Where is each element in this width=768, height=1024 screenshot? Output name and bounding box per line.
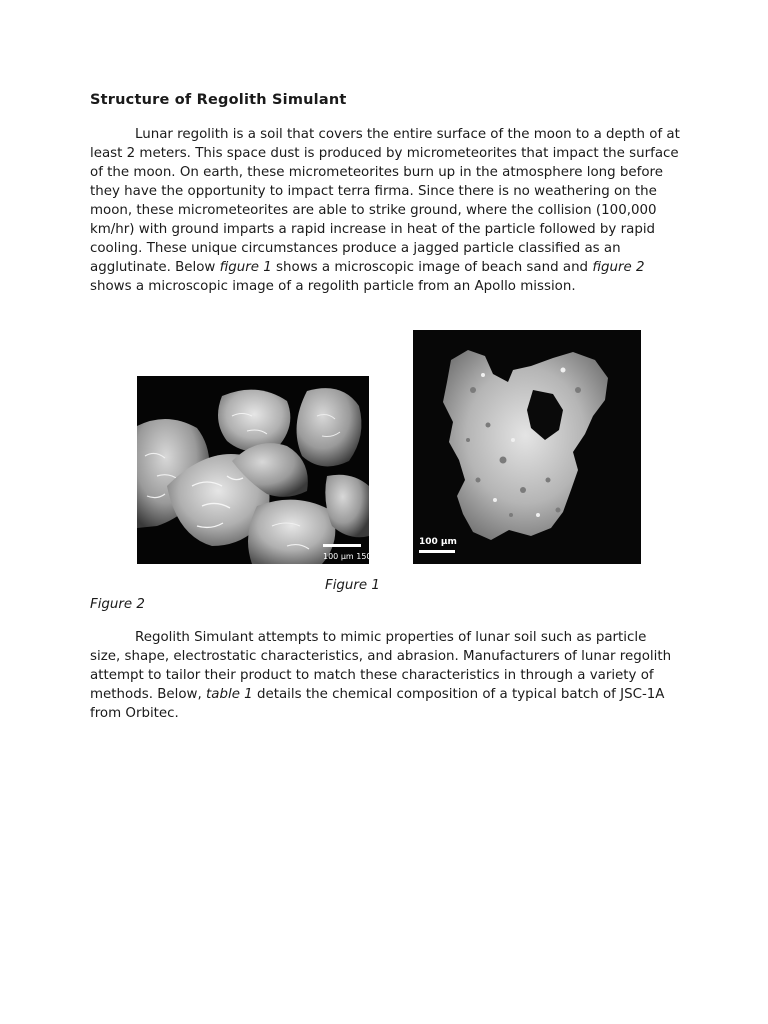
figure-2-caption: Figure 2 — [90, 597, 145, 612]
regolith-scale-label: 100 µm — [419, 537, 457, 547]
paragraph-text: Lunar regolith is a soil that covers the entire surface of the moon to a depth of at least 2 meters. This space dust is produced by micrometeorites that impact the surface of the moon. On earth, these micrometeorites burn up in the atmosphere long before they have the opportunity to impact terra firma. Since there is no weathering on the moon, these micrometeorites are able to strike ground, where the collision (100,000 km/hr) with ground imparts a rapid increase in heat of the particle followed by rapid cooling. These unique circumstances produce a jagged particle classified as an agglutinate. Below — [90, 127, 680, 275]
figure-2-reference: figure 2 — [592, 260, 645, 275]
beach-sand-micrograph — [137, 376, 377, 564]
figure-1-caption: Figure 1 — [325, 578, 380, 593]
figure-1-reference: figure 1 — [219, 260, 272, 275]
paragraph-text: shows a microscopic image of beach sand and — [271, 260, 593, 275]
section-heading: Structure of Regolith Simulant — [90, 92, 347, 108]
table-1-reference: table 1 — [206, 687, 253, 702]
regolith-particle-image — [413, 330, 641, 564]
paragraph-simulant-description — [90, 628, 680, 723]
paragraph-text: Regolith Simulant attempts to mimic properties of lunar soil such as particle size, shape, electrostatic characteristics, and abrasion. Manufacturers of lunar regolith attempt to tailor their product to match these characteristics in through a variety of methods. Below, — [90, 630, 672, 702]
beach-sand-image — [137, 376, 377, 564]
paragraph-text: details the chemical composition of a typical batch of JSC-1A from Orbitec. — [90, 687, 665, 721]
paragraph-regolith-intro — [90, 125, 680, 296]
paragraph-text: shows a microscopic image of a regolith particle from an Apollo mission. — [90, 279, 576, 294]
sand-scale-label: 100 µm 150x — [323, 552, 377, 561]
regolith-particle-micrograph — [413, 330, 641, 564]
